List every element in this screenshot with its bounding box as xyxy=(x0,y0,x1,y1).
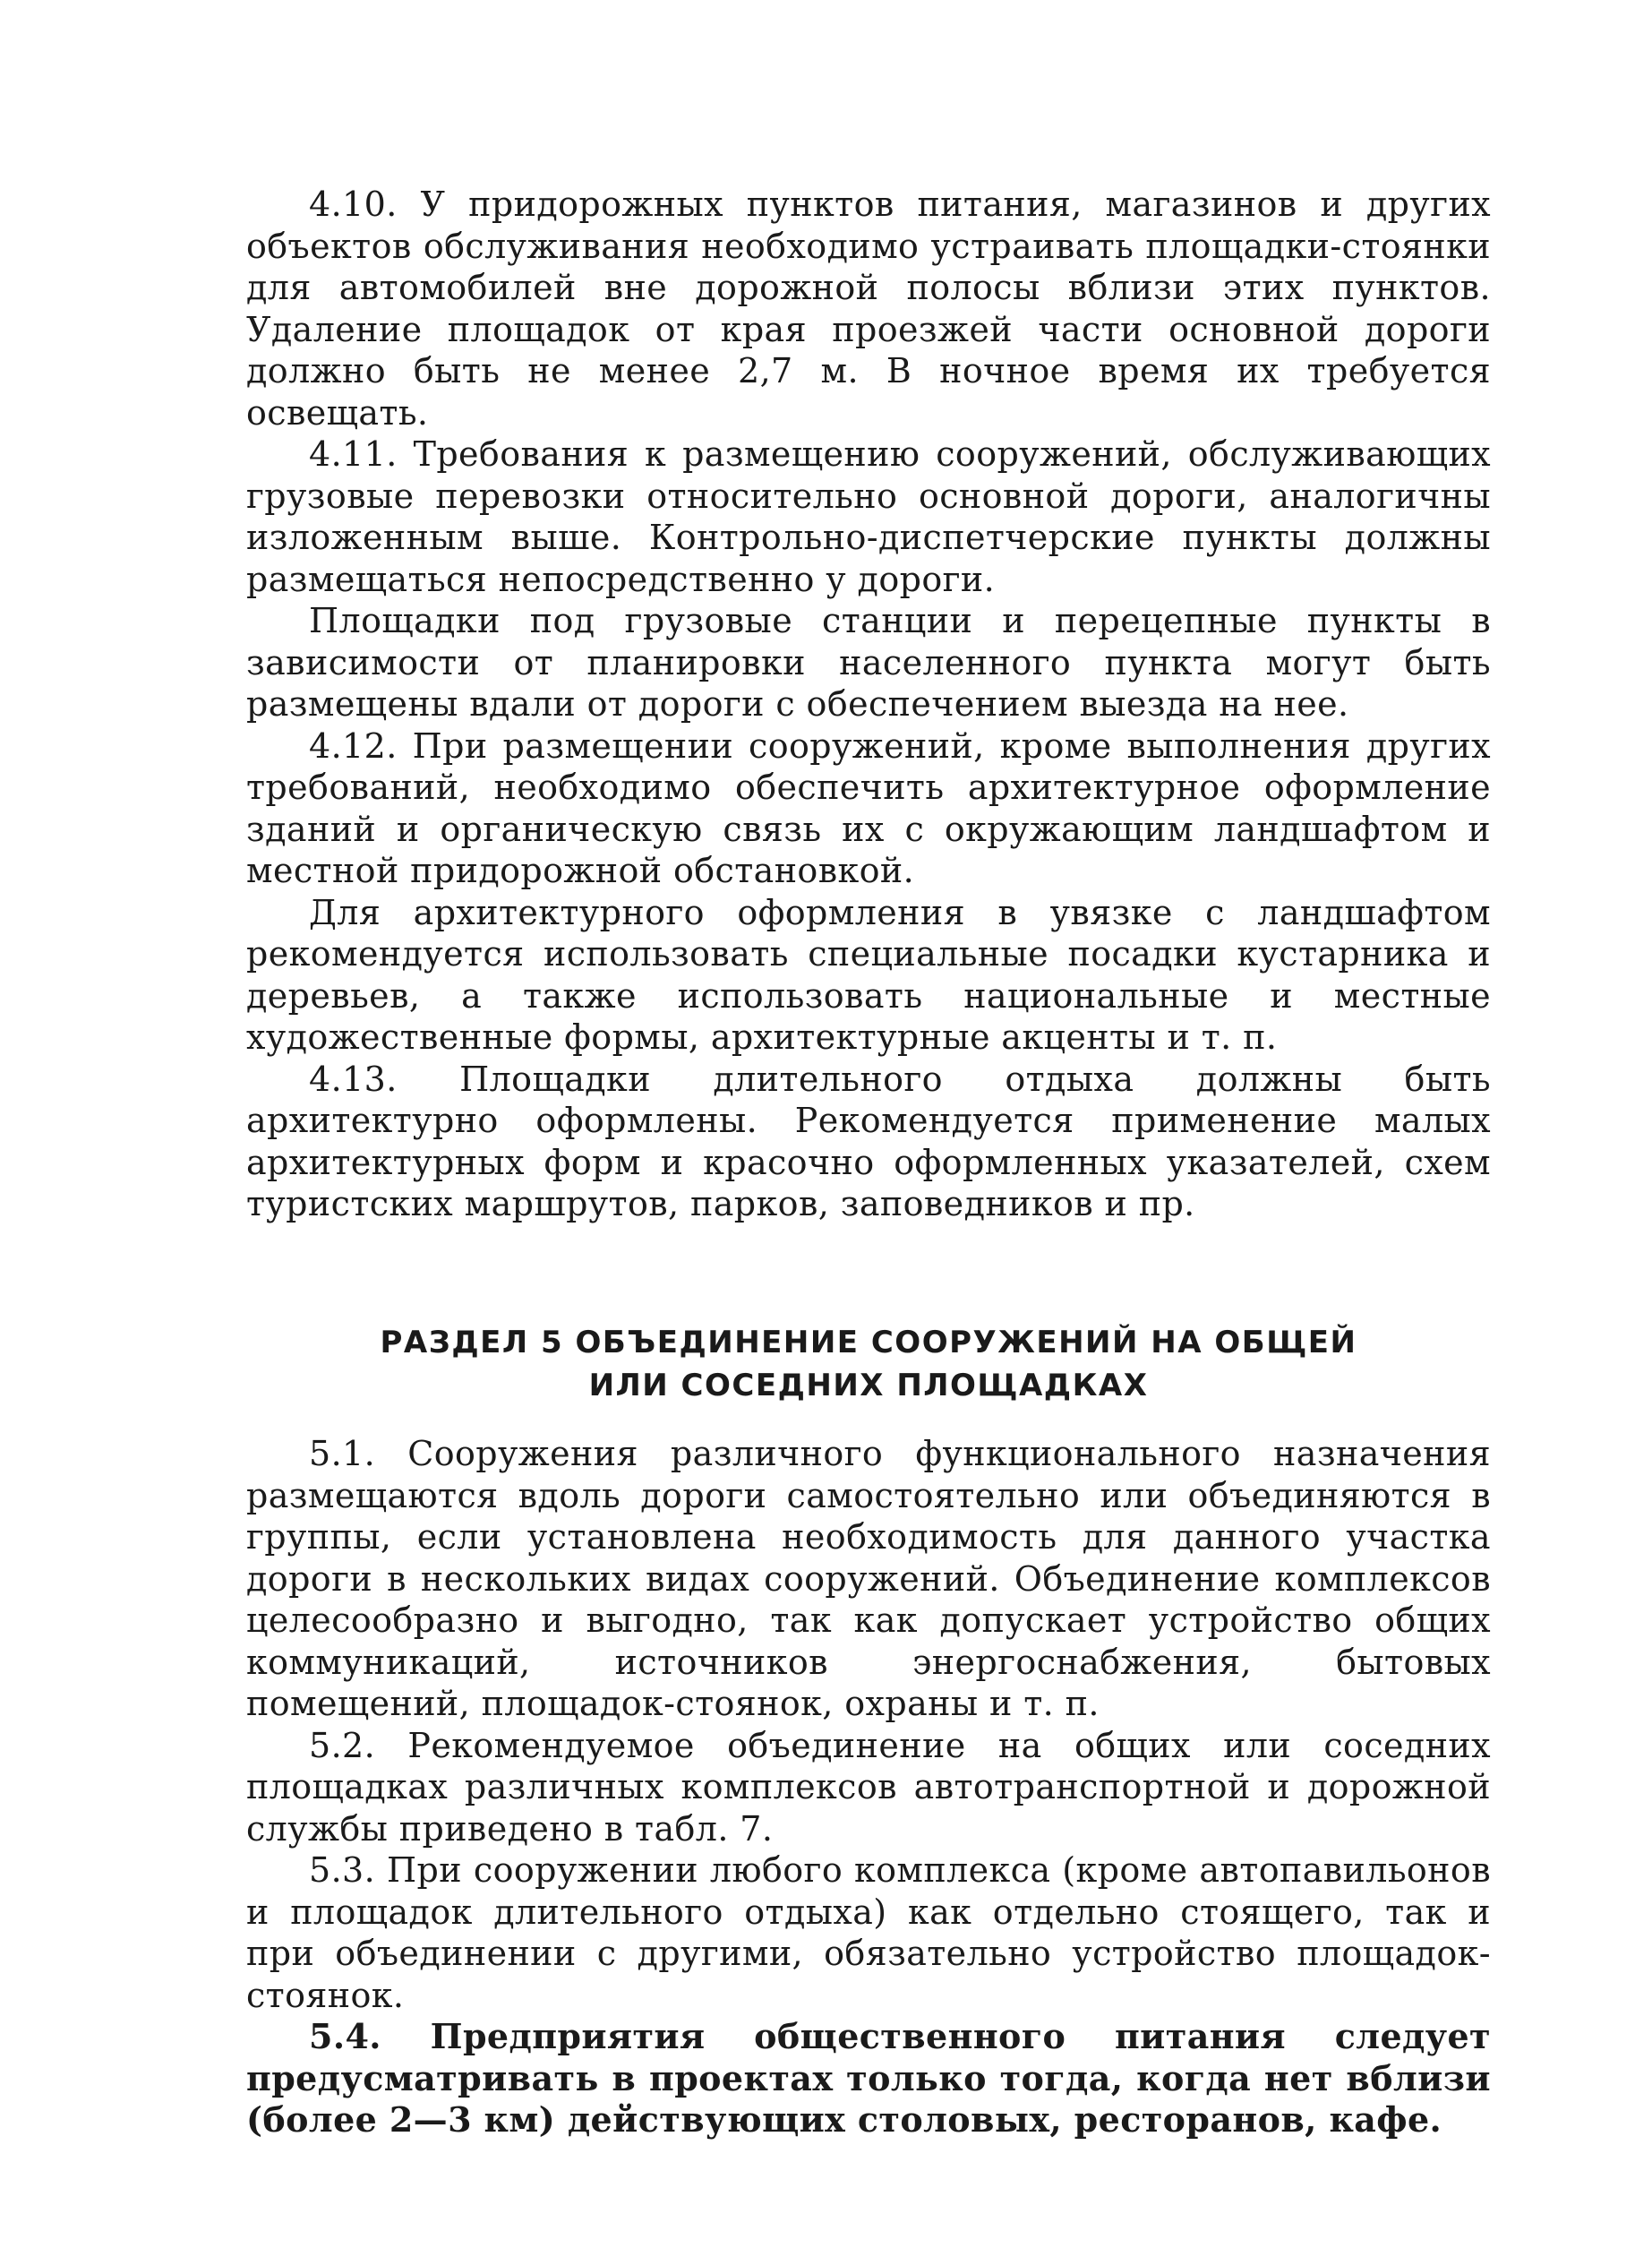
paragraph-5-1: 5.1. Сооружения различного функционального назначения размещаются вдоль дороги самостоятельно или объединяются в группы, если установлена необходимость для данного участка дороги в нескольких видах сооружений. Объединение комплексов целесообразно и выгодно, так как допускает устройство общих коммуникаций, источников энергоснабжения, бытовых помещений, площадок-стоянок, охраны и т. п. xyxy=(246,1434,1491,1723)
section-4-text xyxy=(246,184,1491,1225)
section-5-heading-line2: ИЛИ СОСЕДНИХ ПЛОЩАДКАХ xyxy=(588,1368,1149,1403)
paragraph-4-12: 4.12. При размещении сооружений, кроме выполнения других требований, необходимо обеспечить архитектурное оформление зданий и органическую связь их с окружающим ландшафтом и местной придорожной обстановкой. xyxy=(246,725,1491,890)
section-5-heading xyxy=(246,1321,1491,1407)
paragraph-4-11: 4.11. Требования к размещению сооружений, обслуживающих грузовые перевозки относительно основной дороги, аналогичны изложенным выше. Контрольно-диспетчерские пункты должны размещаться непосредственно у дороги. xyxy=(246,434,1491,599)
paragraph-4-13: 4.13. Площадки длительного отдыха должны быть архитектурно оформлены. Рекомендуется применение малых архитектурных форм и красочно оформленных указателей, схем туристских маршрутов, парков, заповедников и пр. xyxy=(246,1059,1491,1223)
paragraph-5-2: 5.2. Рекомендуемое объединение на общих или соседних площадках различных комплексов автотранспортной и дорожной службы приведено в табл. 7. xyxy=(246,1725,1491,1849)
paragraph-4-12-cont: Для архитектурного оформления в увязке с ландшафтом рекомендуется использовать специальные посадки кустарника и деревьев, а также использовать национальные и местные художественные формы, архитектурные акценты и т. п. xyxy=(246,892,1491,1057)
paragraph-5-3: 5.3. При сооружении любого комплекса (кроме автопавильонов и площадок длительного отдыха) как отдельно стоящего, так и при объединении с другими, обязательно устройство площадок-стоянок. xyxy=(246,1850,1491,2015)
paragraph-5-4: 5.4. Предприятия общественного питания следует предусматривать в проектах только тогда, когда нет вблизи (более 2—3 км) действующих столовых, ресторанов, кафе. xyxy=(246,2016,1491,2140)
section-5-text xyxy=(246,1433,1491,2141)
paragraph-4-11-cont: Площадки под грузовые станции и перецепные пункты в зависимости от планировки населенного пункта могут быть размещены вдали от дороги с обеспечением выезда на нее. xyxy=(246,601,1491,724)
paragraph-4-10: 4.10. У придорожных пунктов питания, магазинов и других объектов обслуживания необходимо устраивать площадки-стоянки для автомобилей вне дорожной полосы вблизи этих пунктов. Удаление площадок от края проезжей части основной дороги должно быть не менее 2,7 м. В ночное время их требуется освещать. xyxy=(246,184,1491,433)
section-5-heading-line1: РАЗДЕЛ 5 ОБЪЕДИНЕНИЕ СООРУЖЕНИЙ НА ОБЩЕЙ xyxy=(380,1325,1357,1360)
